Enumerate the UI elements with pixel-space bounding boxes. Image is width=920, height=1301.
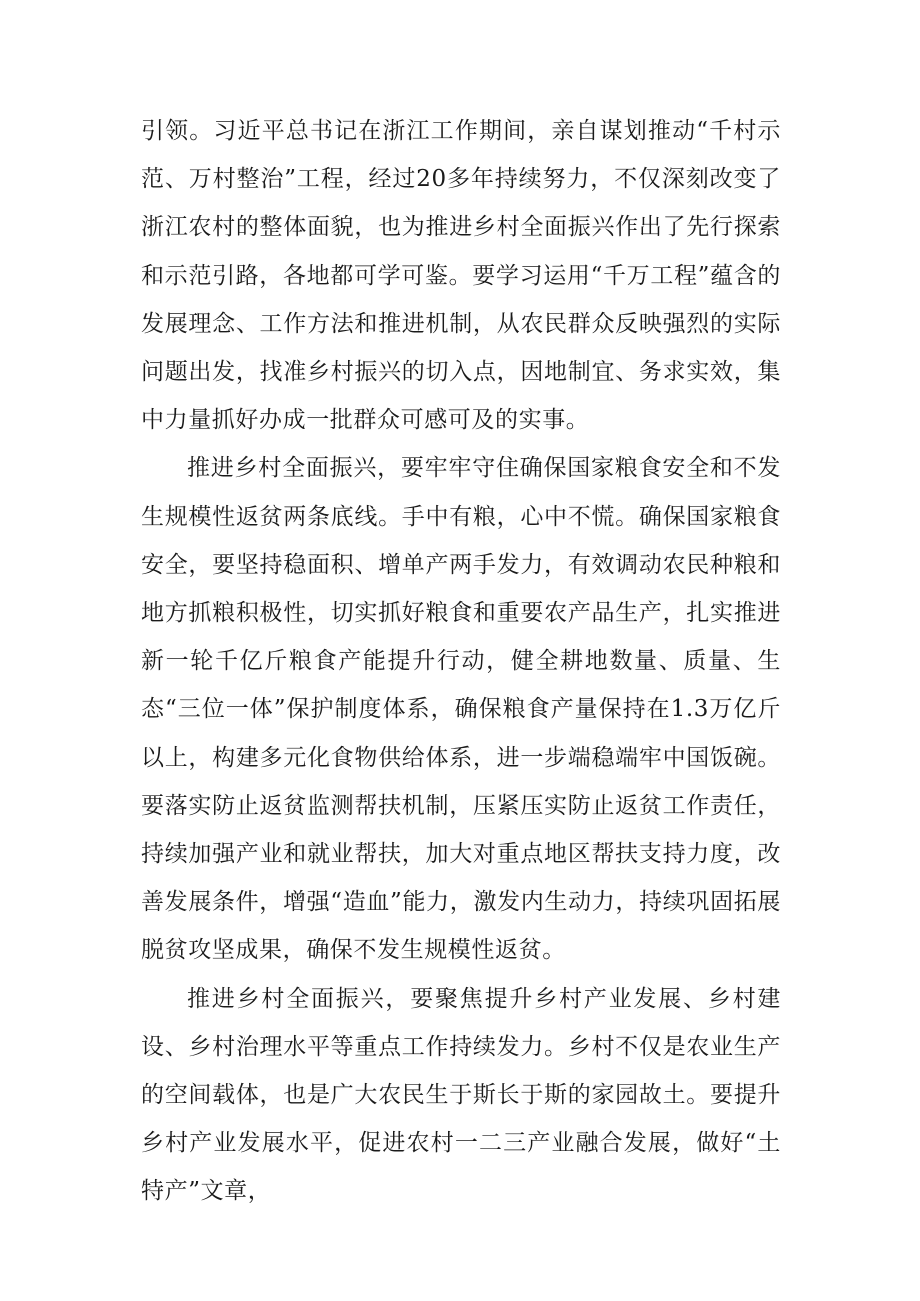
paragraph-1: 引领。习近平总书记在浙江工作期间，亲自谋划推动“千村示范、万村整治”工程，经过20多年持续努力，不仅深刻改变了浙江农村的整体面貌，也为推进乡村全面振兴作出了先行探索和示范引路，各地都可学可鉴。要学习运用“千万工程”蕴含的发展理念、工作方法和推进机制，从农民群众反映强烈的实际问题出发，找准乡村振兴的切入点，因地制宜、务求实效，集中力量抓好办成一批群众可感可及的实事。 <box>141 118 781 434</box>
document-body <box>141 107 781 1216</box>
paragraph-3: 推进乡村全面振兴，要聚焦提升乡村产业发展、乡村建设、乡村治理水平等重点工作持续发力。乡村不仅是农业生产的空间载体，也是广大农民生于斯长于斯的家园故土。要提升乡村产业发展水平，促进农村一二三产业融合发展，做好“土特产”文章， <box>141 985 781 1205</box>
paragraph-2: 推进乡村全面振兴，要牢牢守住确保国家粮食安全和不发生规模性返贫两条底线。手中有粮，心中不慌。确保国家粮食安全，要坚持稳面积、增单产两手发力，有效调动农民种粮和地方抓粮积极性，切实抓好粮食和重要农产品生产，扎实推进新一轮千亿斤粮食产能提升行动，健全耕地数量、质量、生态“三位一体”保护制度体系，确保粮食产量保持在1.3万亿斤以上，构建多元化食物供给体系，进一步端稳端牢中国饭碗。要落实防止返贫监测帮扶机制，压紧压实防止返贫工作责任，持续加强产业和就业帮扶，加大对重点地区帮扶支持力度，改善发展条件，增强“造血”能力，激发内生动力，持续巩固拓展脱贫攻坚成果，确保不发生规模性返贫。 <box>141 455 781 964</box>
